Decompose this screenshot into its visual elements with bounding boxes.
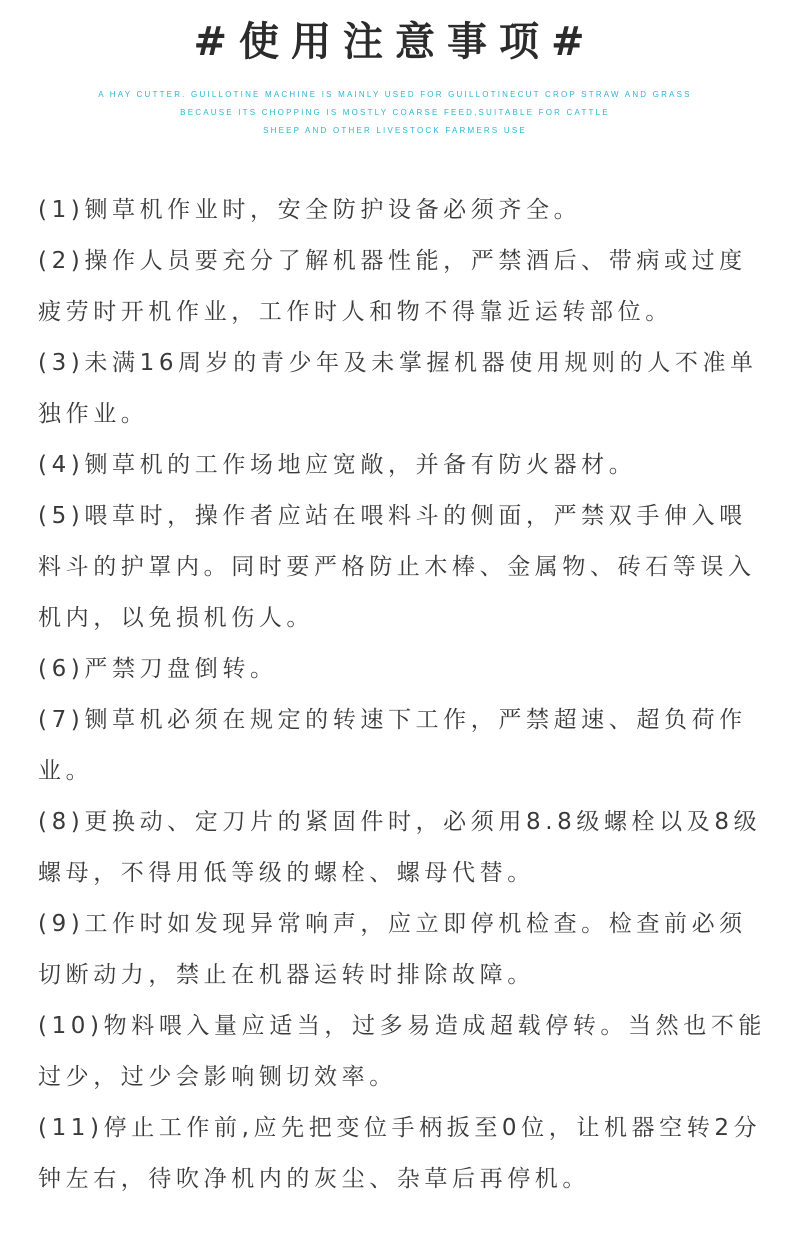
text-line: (9)工作时如发现异常响声，应立即停机检查。检查前必须 xyxy=(38,911,747,937)
text-line: 独作业。 xyxy=(38,401,149,427)
subtitle-line-3: SHEEP AND OTHER LIVESTOCK FARMERS USE xyxy=(263,126,527,135)
text-line: 螺母，不得用低等级的螺栓、螺母代替。 xyxy=(38,860,535,886)
text-line: 切断动力，禁止在机器运转时排除故障。 xyxy=(38,962,535,988)
text-line: (8)更换动、定刀片的紧固件时，必须用8.8级螺栓以及8级 xyxy=(38,809,762,835)
text-line: 料斗的护罩内。同时要严格防止木棒、金属物、砖石等误入 xyxy=(38,554,756,580)
precautions-list xyxy=(38,185,767,1205)
text-line: (4)铡草机的工作场地应宽敞，并备有防火器材。 xyxy=(38,452,637,478)
subtitle-line-2: BECAUSE ITS CHOPPING IS MOSTLY COARSE FEED,SUITABLE FOR CATTLE xyxy=(180,108,610,117)
text-line: (1)铡草机作业时，安全防护设备必须齐全。 xyxy=(38,197,582,223)
text-line: (11)停止工作前,应先把变位手柄扳至0位，让机器空转2分 xyxy=(38,1115,762,1141)
text-line: (2)操作人员要充分了解机器性能，严禁酒后、带病或过度 xyxy=(38,248,747,274)
text-line: 钟左右，待吹净机内的灰尘、杂草后再停机。 xyxy=(38,1166,590,1192)
page-title: #使用注意事项# xyxy=(193,19,597,65)
text-line: (7)铡草机必须在规定的转速下工作，严禁超速、超负荷作 xyxy=(38,707,747,733)
text-line: (3)未满16周岁的青少年及未掌握机器使用规则的人不准单 xyxy=(38,350,758,376)
subtitle-line-1: A HAY CUTTER. GUILLOTINE MACHINE IS MAINLY USED FOR GUILLOTINECUT CROP STRAW AND GRASS xyxy=(98,90,692,99)
text-line: (6)严禁刀盘倒转。 xyxy=(38,656,278,682)
text-line: (10)物料喂入量应适当，过多易造成超载停转。当然也不能 xyxy=(38,1013,767,1039)
text-line: 机内，以免损机伤人。 xyxy=(38,605,314,631)
text-line: (5)喂草时，操作者应站在喂料斗的侧面，严禁双手伸入喂 xyxy=(38,503,747,529)
text-line: 过少，过少会影响铡切效率。 xyxy=(38,1064,397,1090)
text-line: 疲劳时开机作业，工作时人和物不得靠近运转部位。 xyxy=(38,299,673,325)
text-line: 业。 xyxy=(38,758,94,784)
